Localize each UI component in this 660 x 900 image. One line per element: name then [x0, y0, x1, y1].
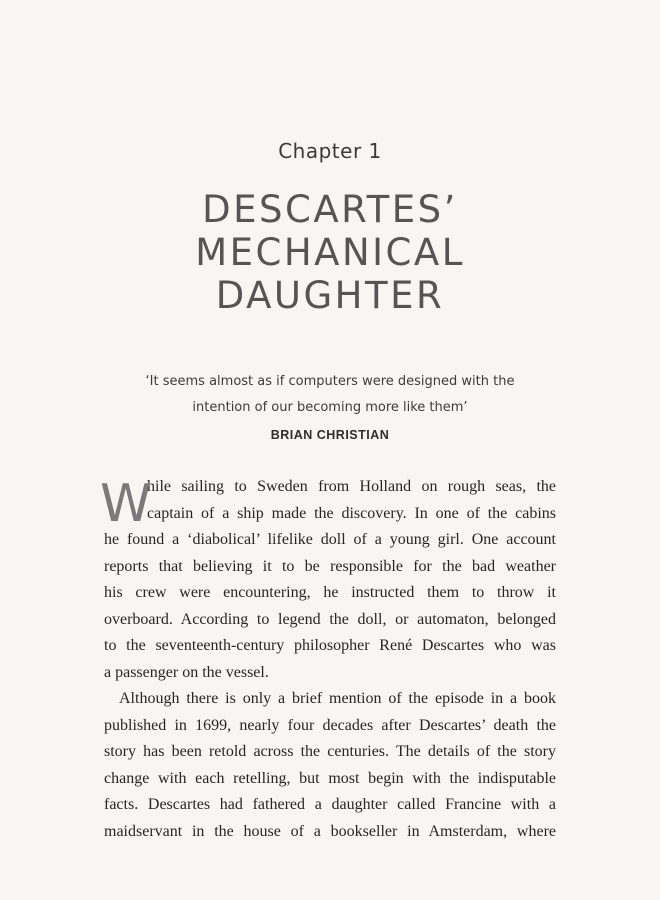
chapter-title — [0, 188, 660, 317]
text-line: facts. Descartes had fathered a daughter called Francine with a — [104, 796, 556, 813]
epigraph — [0, 369, 660, 449]
epigraph-quote-line: intention of our becoming more like them’ — [192, 400, 468, 415]
text-line: overboard. According to legend the doll, or automaton, belonged — [104, 610, 556, 628]
text-line: story has been retold across the centuries. The details of the story — [104, 743, 556, 760]
drop-cap: W — [100, 474, 152, 534]
chapter-label: Chapter 1 — [278, 139, 382, 163]
text-line: his crew were encountering, he instructed them to throw it — [104, 584, 556, 601]
text-line: Although there is only a brief mention of the episode in a book — [119, 690, 556, 707]
text-line: a passenger on the vessel. — [104, 663, 269, 681]
text-line: reports that believing it to be responsible for the bad weather — [104, 557, 556, 575]
text-line: he found a ‘diabolical’ lifelike doll of a young girl. One account — [104, 531, 556, 548]
text-line: published in 1699, nearly four decades after Descartes’ death the — [104, 716, 556, 734]
epigraph-author: BRIAN CHRISTIAN — [270, 428, 390, 442]
text-line: maidservant in the house of a bookseller in Amsterdam, where — [104, 822, 556, 840]
epigraph-quote-line: ‘It seems almost as if computers were designed with the — [145, 374, 515, 389]
paragraph-2 — [104, 686, 556, 845]
chapter-title-line: DESCARTES’ — [202, 188, 458, 231]
paragraph-1 — [104, 474, 556, 686]
chapter-title-line: MECHANICAL — [195, 231, 465, 274]
text-line: change with each retelling, but most begin with the indisputable — [104, 769, 556, 787]
text-line: hile sailing to Sweden from Holland on rough seas, the — [147, 478, 556, 495]
text-line: captain of a ship made the discovery. In one of the cabins — [147, 504, 556, 522]
chapter-title-line: DAUGHTER — [215, 274, 445, 317]
body-text — [100, 474, 556, 845]
text-line: to the seventeenth-century philosopher René Descartes who was — [104, 637, 556, 654]
